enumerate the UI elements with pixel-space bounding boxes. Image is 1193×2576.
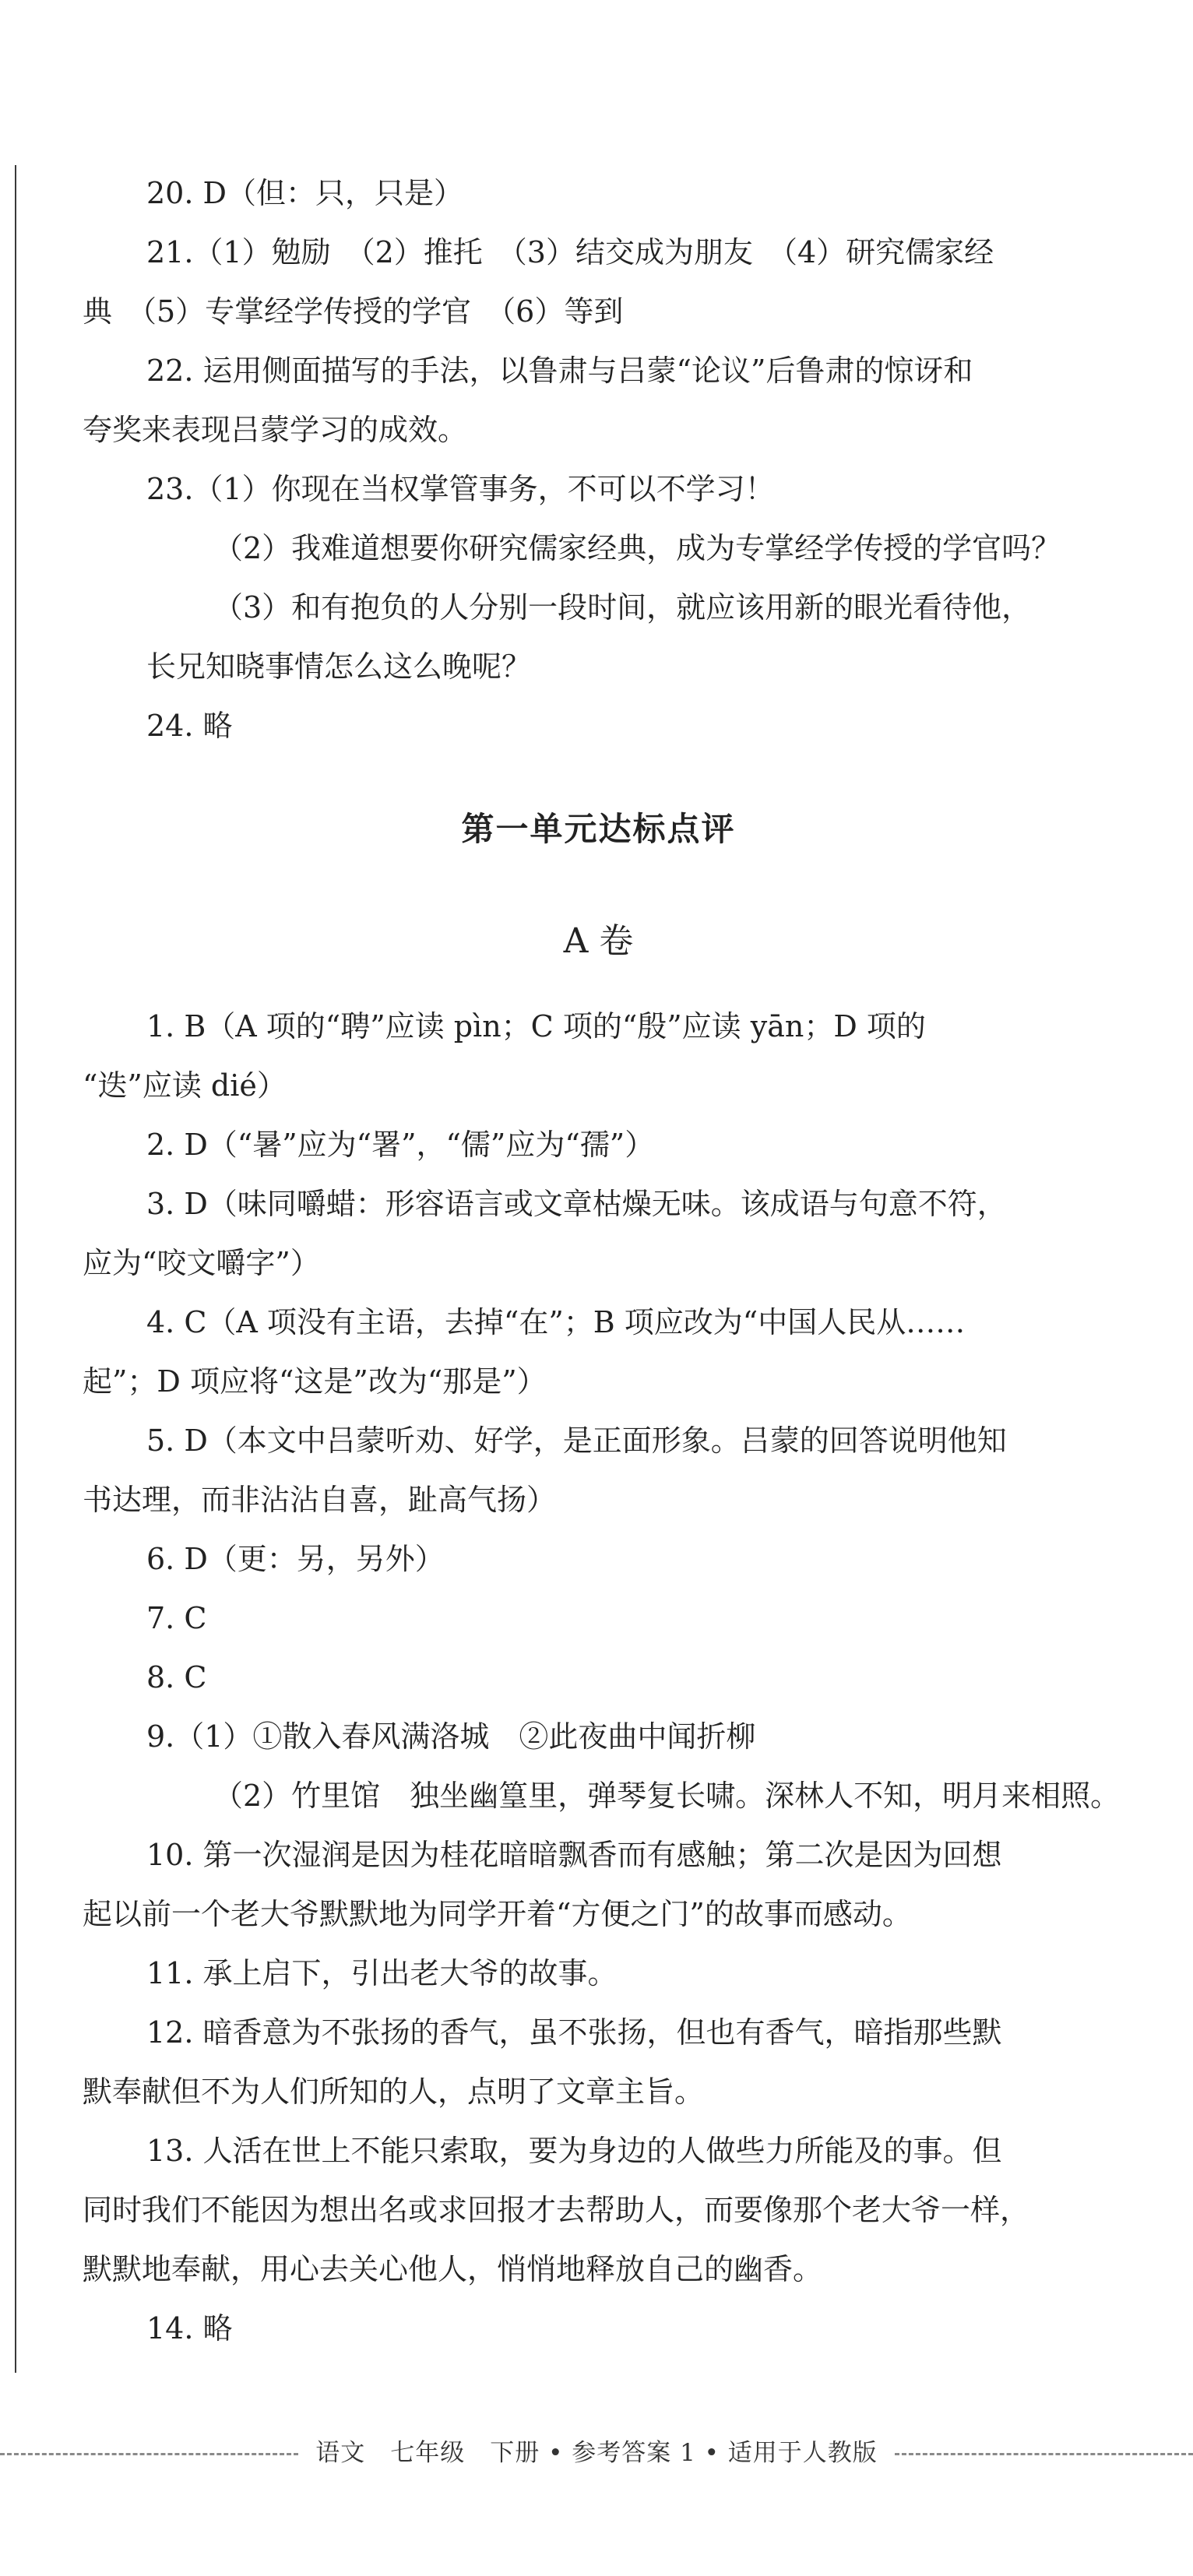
answer-line: 长兄知晓事情怎么这么晚呢？ — [146, 649, 532, 684]
answer-line: 6. D（更：另，另外） — [146, 1542, 445, 1576]
answer-line: 24. 略 — [146, 709, 233, 743]
answer-line: 夸奖来表现吕蒙学习的成效。 — [83, 413, 468, 447]
answer-line: 22. 运用侧面描写的手法，以鲁肃与吕蒙“论议”后鲁肃的惊讶和 — [146, 354, 973, 388]
section-subtitle: A 卷 — [563, 921, 634, 961]
answer-line: 4. C（A 项没有主语，去掉“在”；B 项应改为“中国人民从…… — [146, 1305, 966, 1339]
answer-line: 9.（1）①散入春风满洛城 ②此夜曲中闻折柳 — [146, 1719, 756, 1754]
answer-line: 同时我们不能因为想出名或求回报才去帮助人，而要像那个老大爷一样， — [83, 2193, 1030, 2227]
answer-line: 11. 承上启下，引出老大爷的故事。 — [146, 1956, 618, 1990]
answer-line: 2. D（“暑”应为“署”，“儒”应为“孺”） — [146, 1128, 655, 1162]
answer-line: 14. 略 — [146, 2311, 233, 2345]
answer-line: 1. B（A 项的“聘”应读 pìn；C 项的“殷”应读 yān；D 项的 — [146, 1009, 926, 1043]
answer-line: 8. C — [146, 1660, 207, 1694]
answers-prev-section — [83, 164, 1114, 755]
answer-line: 默奉献但不为人们所知的人，点明了文章主旨。 — [83, 2075, 705, 2109]
answer-line: （2）竹里馆 独坐幽篁里，弹琴复长啸。深林人不知，明月来相照。 — [213, 1779, 1121, 1813]
left-margin-rule — [15, 165, 16, 2373]
footer-text: 语文 七年级 下册 • 参考答案 1 • 适用于人教版 — [298, 2435, 895, 2471]
answer-line: 12. 暗香意为不张扬的香气，虽不张扬，但也有香气，暗指那些默 — [146, 2015, 1002, 2050]
answer-line: 7. C — [146, 1601, 207, 1635]
answer-line: 起”；D 项应将“这是”改为“那是”） — [83, 1364, 547, 1399]
page-footer — [0, 2435, 1193, 2471]
answer-line: （3）和有抱负的人分别一段时间，就应该用新的眼光看待他， — [213, 590, 1032, 625]
answer-line: 3. D（味同嚼蜡：形容语言或文章枯燥无味。该成语与句意不符， — [146, 1187, 1007, 1221]
answer-line: 应为“咬文嚼字”） — [83, 1246, 320, 1280]
section-title: 第一单元达标点评 — [461, 810, 736, 848]
answer-line: 起以前一个老大爷默默地为同学开着“方便之门”的故事而感动。 — [83, 1897, 912, 1931]
answer-line: 10. 第一次湿润是因为桂花暗暗飘香而有感触；第二次是因为回想 — [146, 1838, 1002, 1872]
answer-line: “迭”应读 dié） — [83, 1068, 287, 1103]
answer-line: 20. D（但：只，只是） — [146, 176, 463, 210]
answer-line: 13. 人活在世上不能只索取，要为身边的人做些力所能及的事。但 — [146, 2134, 1002, 2168]
answer-line: 21.（1）勉励 （2）推托 （3）结交成为朋友 （4）研究儒家经 — [146, 235, 994, 269]
answers-unit-test — [83, 997, 1121, 2358]
answer-line: （2）我难道想要你研究儒家经典，成为专掌经学传授的学官吗？ — [213, 531, 1061, 565]
answer-line: 典 （5）专掌经学传授的学官 （6）等到 — [83, 294, 624, 329]
answer-line: 书达理，而非沾沾自喜，趾高气扬） — [83, 1483, 557, 1517]
answer-line: 23.（1）你现在当权掌管事务，不可以不学习！ — [146, 472, 775, 506]
answer-line: 5. D（本文中吕蒙听劝、好学，是正面形象。吕蒙的回答说明他知 — [146, 1423, 1007, 1458]
answer-content — [83, 164, 1121, 2358]
answer-line: 默默地奉献，用心去关心他人，悄悄地释放自己的幽香。 — [83, 2252, 823, 2286]
